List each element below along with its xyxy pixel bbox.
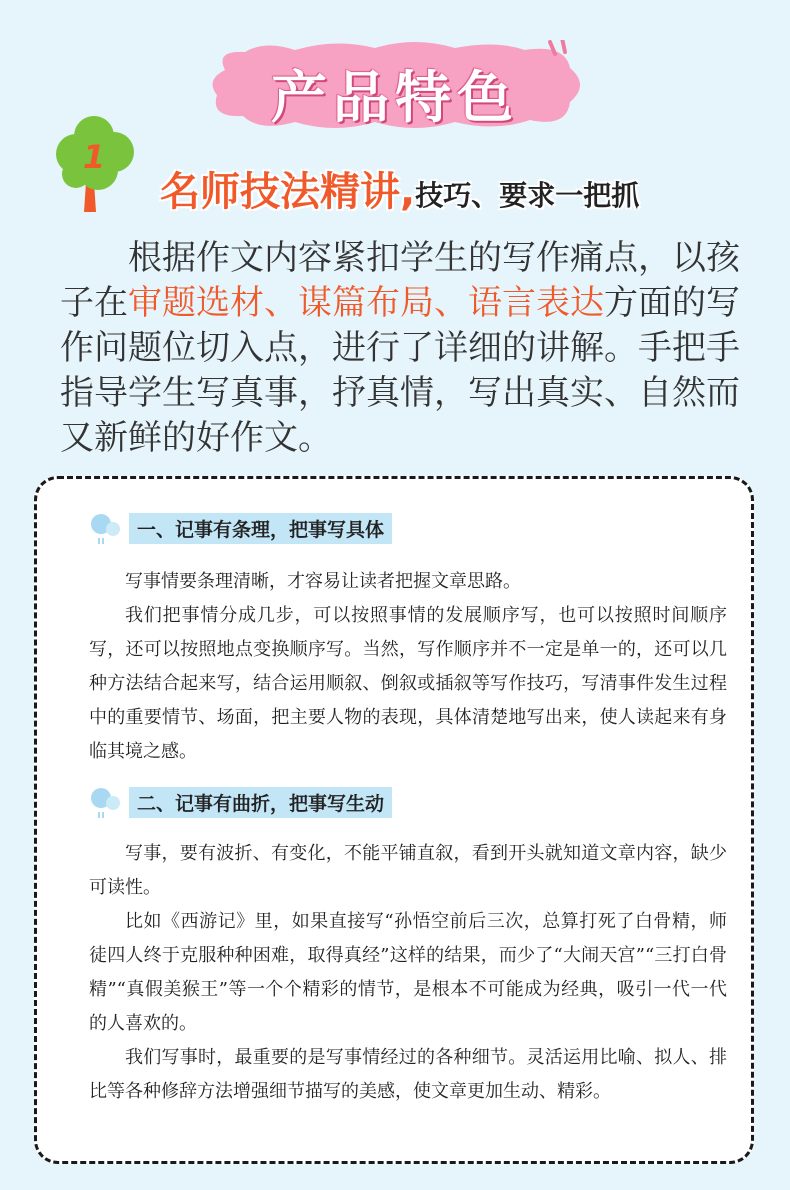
content-card <box>34 476 754 1164</box>
section-2-paragraph: 我们写事时，最重要的是写事情经过的各种细节。灵活运用比喻、拟人、排比等各种修辞方法增强细节描写的美感，使文章更加生动、精彩。 <box>89 1047 727 1102</box>
badge-number: 1 <box>82 138 106 176</box>
intro-highlight: 审题选材、谋篇布局、语言表达 <box>128 283 604 323</box>
section-1-body <box>89 565 727 769</box>
section-1-paragraph: 我们把事情分成几步，可以按照事情的发展顺序写，也可以按照时间顺序写，还可以按照地点变换顺序写。当然，写作顺序并不一定是单一的，还可以几种方法结合起来写，结合运用顺叙、倒叙或插叙等写作技巧，写清事件发生过程中的重要情节、场面，把主要人物的表现，具体清楚地写出来，使人读起来有身临其境之感。 <box>89 605 727 762</box>
section-2-title: 二、记事有曲折，把事写生动 <box>129 787 392 818</box>
section-heading <box>160 160 639 220</box>
section-1-header <box>89 511 392 545</box>
section-2-body <box>89 837 727 1109</box>
intro-part2: 方面的写作问题位切入点，进行了详细的讲解。手把手指导学生写真事，抒真情，写出真实、自然而又新鲜的好作文。 <box>60 283 740 458</box>
section-2-paragraph: 比如《西游记》里，如果直接写“孙悟空前后三次，总算打死了白骨精，师徒四人终于克服种种困难，取得真经”这样的结果，而少了“大闹天宫”“三打白骨精”“真假美猴王”等一个个精彩的情节，是根本不可能成为经典，吸引一代一代的人喜欢的。 <box>89 911 727 1034</box>
banner-title: 产品特色 <box>271 66 519 131</box>
tree-number-badge <box>50 112 160 222</box>
section-2-header <box>89 785 392 819</box>
intro-part1: 根据作文内容紧扣学生的写作痛点，以孩子在 <box>60 238 740 323</box>
heading-main: 名师技法精讲, <box>160 169 416 215</box>
section-1-title: 一、记事有条理，把事写具体 <box>129 513 392 544</box>
title-banner <box>205 40 585 130</box>
section-1-paragraph: 写事情要条理清晰，才容易让读者把握文章思路。 <box>125 571 521 592</box>
tree-icon <box>50 112 160 222</box>
bubble-icon <box>89 511 129 545</box>
heading-sub: 技巧、要求一把抓 <box>415 179 640 212</box>
bubble-icon <box>89 785 129 819</box>
intro-paragraph <box>60 236 740 461</box>
section-2-paragraph: 写事，要有波折、有变化，不能平铺直叙，看到开头就知道文章内容，缺少可读性。 <box>89 843 727 898</box>
